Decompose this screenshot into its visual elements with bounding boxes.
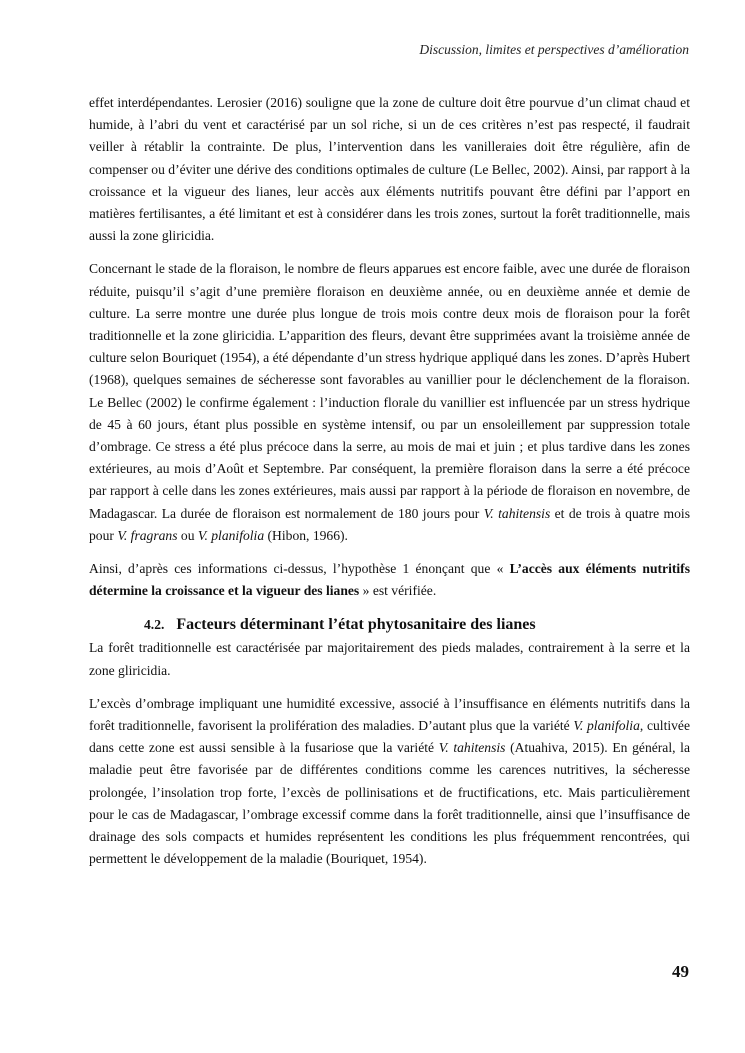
page-number: 49: [672, 962, 689, 981]
species-name: V. planifolia: [573, 718, 640, 734]
species-name: V. fragrans: [117, 527, 178, 543]
section-number: 4.2.: [144, 617, 165, 633]
species-name: V. tahitensis: [483, 505, 551, 521]
paragraph-growth-conditions: effet interdépendantes. Lerosier (2016) souligne que la zone de culture doit être pourvue d’un climat chaud et humide, à l’abri du vent et caractérisé par un sol riche, si un de ces critères n’est pas respecté, il faudrait veiller à rétablir la contrainte. De plus, l’intervention dans les vanilleraies doit être régulière, afin de compenser ou d’éviter une dérive des conditions optimales de culture (Le Bellec, 2002). Ainsi, par rapport à la croissance et la vigueur des lianes, leur accès aux éléments nutritifs pouvant être défini par l’apport en matières fertilisantes, a été limitant et est à considérer dans les trois zones, surtout la forêt traditionnelle, mais aussi la zone gliricidia.: [89, 95, 690, 244]
species-name: V. planifolia: [197, 527, 265, 543]
paragraph-hypothesis: Ainsi, d’après ces informations ci-dessus, l’hypothèse 1 énonçant que « L’accès aux éléments nutritifs détermine la croissance et la vigueur des lianes » est vérifiée.: [89, 561, 690, 599]
hypothesis-statement: L’accès aux éléments nutritifs détermine la croissance et la vigueur des lianes: [89, 561, 690, 599]
page-body: [89, 92, 690, 882]
running-header: Discussion, limites et perspectives d’amélioration: [419, 42, 689, 57]
paragraph-phytosanitary-intro: La forêt traditionnelle est caractérisée par majoritairement des pieds malades, contrairement à la serre et la zone gliricidia.: [89, 640, 690, 678]
section-title: Facteurs déterminant l’état phytosanitaire des lianes: [176, 616, 536, 634]
paragraph-disease-factors: L’excès d’ombrage impliquant une humidité excessive, associé à l’insuffisance en éléments nutritifs dans la forêt traditionnelle, favorisent la prolifération des maladies. D’autant plus que la variété V. planifolia, cultivée dans cette zone est aussi sensible à la fusariose que la variété V. tahitensis (Atuahiva, 2015). En général, la maladie peut être favorisée par de différentes conditions comme les carences nutritives, la sécheresse prolongée, l’insolation trop forte, l’excès de pollinisations et de fructifications, etc. Mais particulièrement pour le cas de Madagascar, l’ombrage excessif comme dans la forêt traditionnelle, ainsi que l’insuffisance de drainage des sols compacts et humides représentent les conditions les plus fréquemment rencontrées, qui permettent le développement de la maladie (Bouriquet, 1954).: [89, 695, 691, 867]
section-heading: [89, 613, 690, 637]
species-name: V. tahitensis: [438, 740, 506, 756]
paragraph-flowering: Concernant le stade de la floraison, le nombre de fleurs apparues est encore faible, avec une durée de floraison réduite, puisqu’il s’agit d’une première floraison en deuxième année, ou en deuxième année et demie de culture. La serre montre une durée plus longue de trois mois contre deux mois de floraison pour la forêt traditionnelle et la zone gliricidia. L’apparition des fleurs, devant être supprimées avant la troisième année de culture selon Bouriquet (1954), a été dépendante d’un stress hydrique appliqué dans les zones. D’après Hubert (1968), quelques semaines de sécheresse sont favorables au vanillier pour le déclenchement de la floraison. Le Bellec (2002) le confirme également : l’induction florale du vanillier est influencée par un stress hydrique de 45 à 60 jours, étant plus possible en système intensif, ou par un ensoleillement par suppression totale d’ombrage. Ce stress a été plus précoce dans la serre, au mois de mai et juin ; et plus tardive dans les zones extérieures, au mois d’Août et Septembre. Par conséquent, la première floraison dans la serre a été précoce par rapport à celle dans les zones extérieures, mais aussi par rapport à la période de floraison en novembre, de Madagascar. La durée de floraison est normalement de 180 jours pour V. tahitensis et de trois à quatre mois pour V. fragrans ou V. planifolia (Hibon, 1966).: [89, 261, 690, 543]
